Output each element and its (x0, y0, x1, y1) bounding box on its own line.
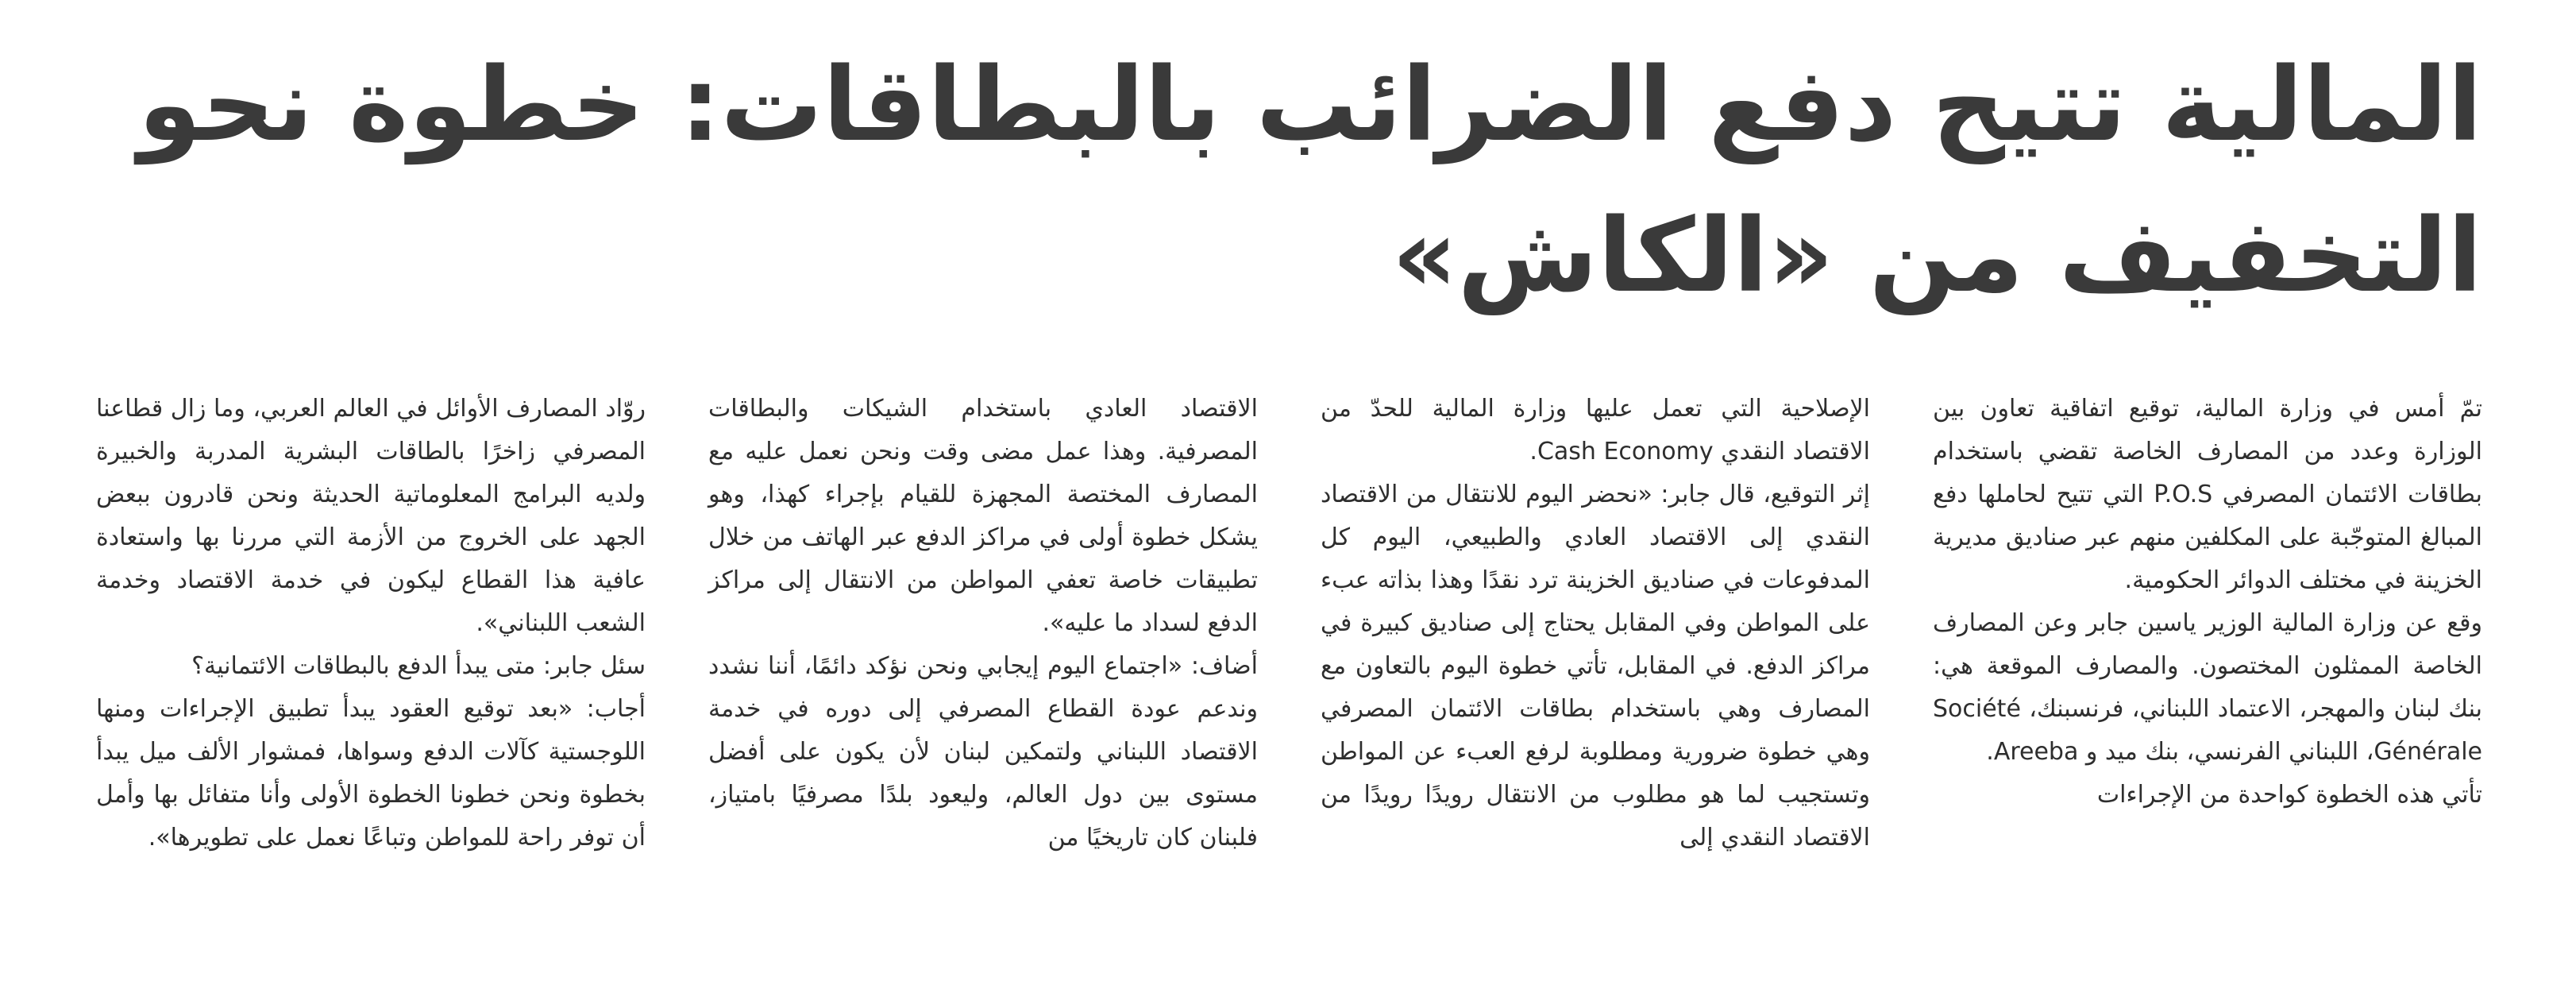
body-paragraph: تأتي هذه الخطوة كواحدة من الإجراءات (2096, 781, 2482, 809)
body-paragraph: الاقتصاد العادي باستخدام الشيكات والبطاقات المصرفية. وهذا عمل مضى وقت ونحن نعمل عليه مع المصارف المختصة المجهزة للقيام بإجراء كهذا، وهو يشكل خطوة أولى في مراكز الدفع عبر الهاتف من خلال تطبيقات خاصة تعفي المواطن من الانتقال إلى مراكز الدفع لسداد ما عليه». (708, 395, 1258, 637)
body-paragraph: الإصلاحية التي تعمل عليها وزارة المالية للحدّ من الاقتصاد النقدي Cash Economy. (1321, 395, 1870, 465)
body-column-4 (96, 388, 646, 859)
body-paragraph: روّاد المصارف الأوائل في العالم العربي، وما زال قطاعنا المصرفي زاخرًا بالطاقات البشرية المدربة والخبيرة ولديه البرامج المعلوماتية الحديثة ونحن قادرون ببعض الجهد على الخروج من الأزمة التي مررنا بها واستعادة عافية هذا القطاع ليكون في خدمة الاقتصاد وخدمة الشعب اللبناني». (96, 395, 646, 637)
body-paragraph: تمّ أمس في وزارة المالية، توقيع اتفاقية تعاون بين الوزارة وعدد من المصارف الخاصة تقضي باستخدام بطاقات الائتمان المصرفي P.O.S التي تتيح لحاملها دفع المبالغ المتوجّبة على المكلفين منهم عبر صناديق مديرية الخزينة في مختلف الدوائر الحكومية. (1933, 395, 2483, 594)
body-paragraph: إثر التوقيع، قال جابر: «نحضر اليوم للانتقال من الاقتصاد النقدي إلى الاقتصاد العادي والطبيعي، اليوم كل المدفوعات في صناديق الخزينة ترد نقدًا وهذا بذاته عبء على المواطن وفي المقابل يحتاج إلى صناديق كبيرة في مراكز الدفع. في المقابل، تأتي خطوة اليوم بالتعاون مع المصارف وهي باستخدام بطاقات الائتمان المصرفي وهي خطوة ضرورية ومطلوبة لرفع العبء عن المواطن وتستجيب لما هو مطلوب من الانتقال رويدًا رويدًا من الاقتصاد النقدي إلى (1321, 481, 1870, 852)
article-body (96, 388, 2482, 944)
headline-line-1: المالية تتيح دفع الضرائب بالبطاقات: خطوة نحو (137, 46, 2482, 164)
body-paragraph: سئل جابر: متى يبدأ الدفع بالبطاقات الائتمانية؟ (191, 652, 646, 680)
body-paragraph: أضاف: «اجتماع اليوم إيجابي ونحن نؤكد دائمًا، أننا نشدد وندعم عودة القطاع المصرفي إلى دوره في خدمة الاقتصاد اللبناني ولتمكين لبنان لأن يكون على أفضل مستوى بين دول العالم، وليعود بلدًا مصرفيًا بامتياز، فلبنان كان تاريخيًا من (708, 652, 1258, 852)
body-paragraph: أجاب: «بعد توقيع العقود يبدأ تطبيق الإجراءات ومنها اللوجستية كآلات الدفع وسواها، فمشوار الألف ميل يبدأ بخطوة ونحن خطونا الخطوة الأولى وأنا متفائل بها وأمل أن توفر راحة للمواطن وتباعًا نعمل على تطويرها». (96, 695, 646, 852)
body-paragraph: وقع عن وزارة المالية الوزير ياسين جابر وعن المصارف الخاصة الممثلون المختصون. والمصارف الموقعة هي: بنك لبنان والمهجر، الاعتماد اللبناني، فرنسبنك، Société Générale، اللبناني الفرنسي، بنك ميد و Areeba. (1933, 609, 2482, 766)
body-column-2 (1321, 388, 1870, 859)
headline-line-2: التخفيف من «الكاش» (1391, 197, 2482, 315)
body-column-1 (1933, 388, 2482, 817)
body-column-3 (708, 388, 1258, 859)
article-headline (100, 30, 2482, 332)
